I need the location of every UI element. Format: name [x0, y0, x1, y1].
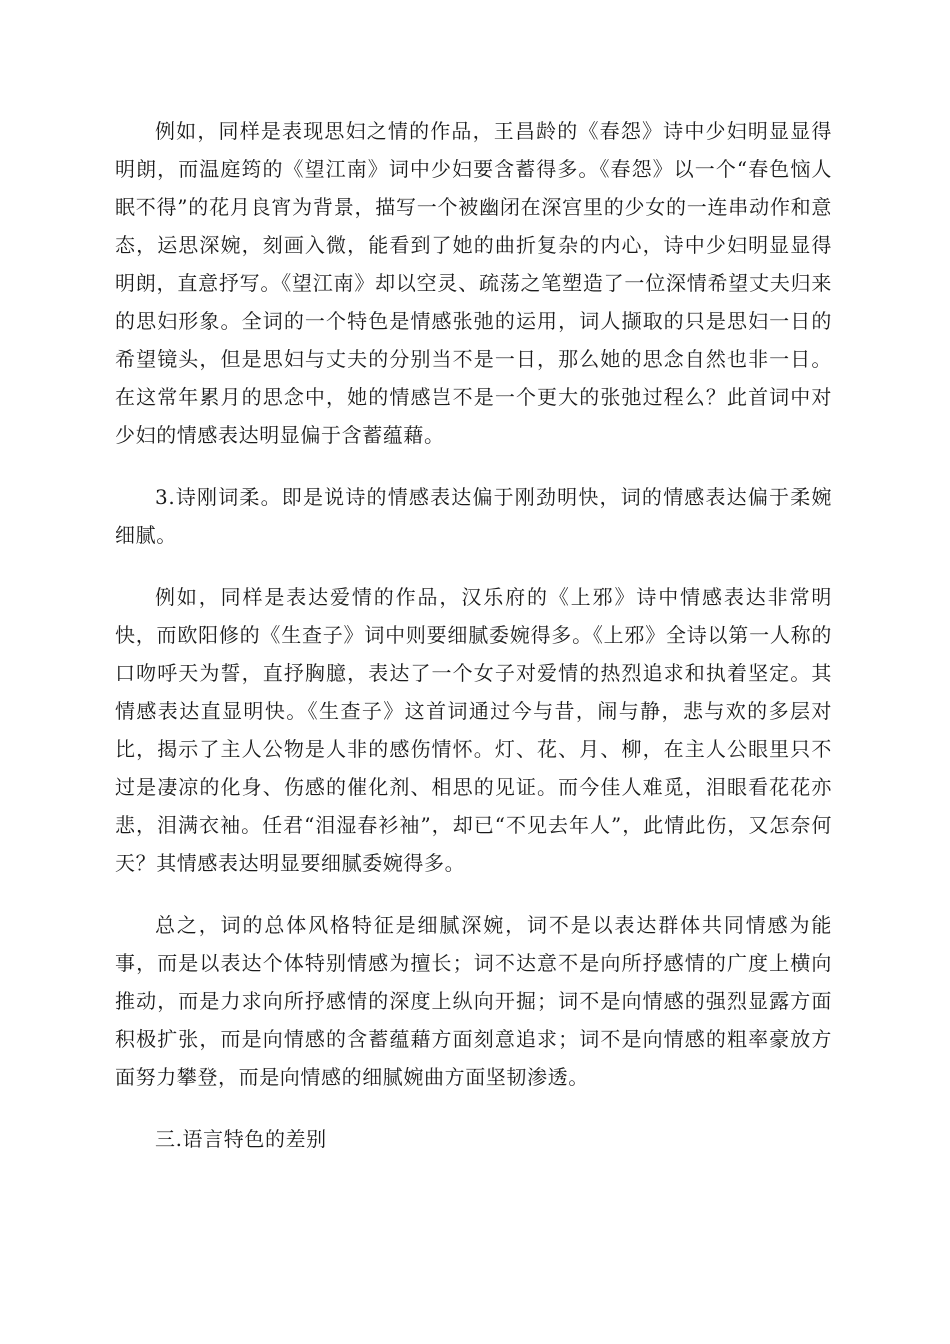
paragraph-conclusion: 总之，词的总体风格特征是细腻深婉，词不是以表达群体共同情感为能事，而是以表达个体特别情感为擅长；词不达意不是向所抒感情的广度上横向推动，而是力求向所抒感情的深度上纵向开掘；词不是向情感的强烈显露方面积极扩张，而是向情感的含蓄蕴藉方面刻意追求；词不是向情感的粗率豪放方面努力攀登，而是向情感的细腻婉曲方面坚韧渗透。: [115, 913, 832, 1089]
document-body: [115, 112, 832, 1182]
paragraph-example-shangye: 例如，同样是表达爱情的作品，汉乐府的《上邪》诗中情感表达非常明快，而欧阳修的《生查子》词中则要细腻委婉得多。《上邪》全诗以第一人称的口吻呼天为誓，直抒胸臆，表达了一个女子对爱情的热烈追求和执着坚定。其情感表达直显明快。《生查子》这首词通过今与昔，闹与静，悲与欢的多层对比，揭示了主人公物是人非的感伤情怀。灯、花、月、柳，在主人公眼里只不过是凄凉的化身、伤感的催化剂、相思的见证。而今佳人难觅，泪眼看花花亦悲，泪满衣袖。任君“泪湿春衫袖”，却已“不见去年人”，此情此伤，又怎奈何天？其情感表达明显要细腻委婉得多。: [115, 585, 832, 875]
paragraph-poetry-strong-ci-soft: 3.诗刚词柔。即是说诗的情感表达偏于刚劲明快，词的情感表达偏于柔婉细腻。: [115, 485, 832, 547]
paragraph-example-spring-lament: 例如，同样是表现思妇之情的作品，王昌龄的《春怨》诗中少妇明显显得明朗，而温庭筠的《望江南》词中少妇要含蓄得多。《春怨》以一个“春色恼人眠不得”的花月良宵为背景，描写一个被幽闭在深宫里的少女的一连串动作和意态，运思深婉，刻画入微，能看到了她的曲折复杂的内心，诗中少妇明显显得明朗，直意抒写。《望江南》却以空灵、疏荡之笔塑造了一位深情希望丈夫归来的思妇形象。全词的一个特色是情感张弛的运用，词人撷取的只是思妇一日的希望镜头，但是思妇与丈夫的分别当不是一日，那么她的思念自然也非一日。在这常年累月的思念中，她的情感岂不是一个更大的张弛过程么？此首词中对少妇的情感表达明显偏于含蓄蕴藉。: [115, 119, 832, 447]
section-heading-language-features: 三.语言特色的差别: [155, 1127, 327, 1151]
